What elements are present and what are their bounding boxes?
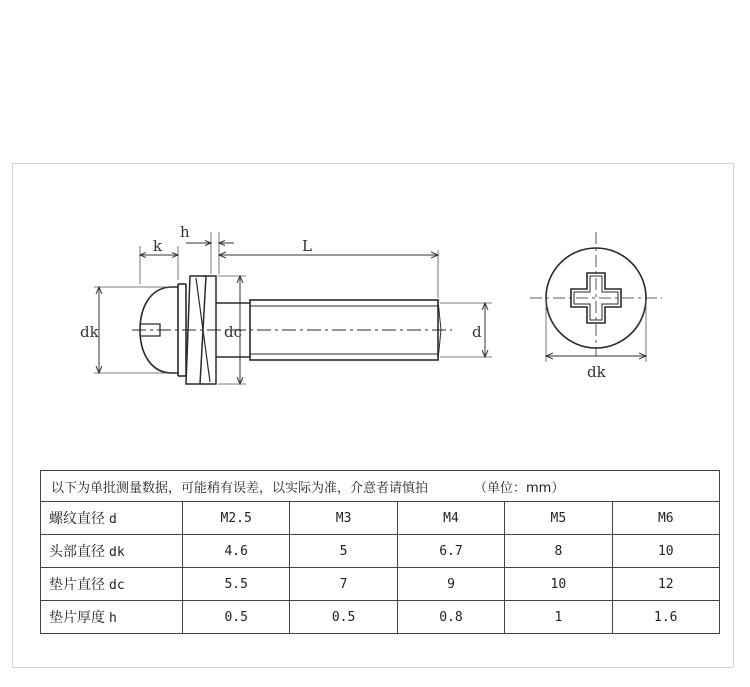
table-cell: M6: [612, 502, 719, 535]
table-cell: M2.5: [183, 502, 290, 535]
table-cell: M3: [290, 502, 397, 535]
label-k: k: [153, 237, 163, 255]
label-h: h: [180, 223, 190, 241]
row-label: [41, 502, 183, 535]
row-label-text: 垫片直径: [49, 577, 105, 593]
row-label-text: 垫片厚度: [49, 610, 105, 626]
row-label-text: 头部直径: [49, 544, 105, 560]
notice-row: [41, 471, 720, 502]
notice-text: 以下为单批测量数据，可能稍有误差，以实际为准，介意者请慎拍: [51, 480, 429, 496]
table-cell: 9: [397, 568, 504, 601]
label-L: L: [302, 237, 312, 255]
label-dc: dc: [224, 323, 243, 341]
table-cell: 4.6: [183, 535, 290, 568]
unit-text: （单位：mm）: [474, 480, 565, 496]
row-label: [41, 568, 183, 601]
table-cell: M4: [397, 502, 504, 535]
table-cell: 5.5: [183, 568, 290, 601]
table-cell: 0.5: [183, 601, 290, 634]
screw-top-view: [530, 232, 662, 362]
table-cell: 1.6: [612, 601, 719, 634]
row-symbol: h: [109, 611, 117, 626]
table-row: [41, 568, 720, 601]
label-dk: dk: [80, 323, 99, 341]
row-symbol: d: [109, 512, 117, 527]
table-cell: 10: [612, 535, 719, 568]
table-cell: 1: [505, 601, 612, 634]
table-cell: M5: [505, 502, 612, 535]
notice-cell: [41, 471, 720, 502]
row-label: [41, 601, 183, 634]
table-cell: 0.8: [397, 601, 504, 634]
row-symbol: dc: [109, 578, 125, 593]
spec-table: [40, 470, 720, 634]
table-cell: 0.5: [290, 601, 397, 634]
table-row: [41, 535, 720, 568]
label-d: d: [472, 323, 482, 341]
table-cell: 5: [290, 535, 397, 568]
row-label-text: 螺纹直径: [49, 511, 105, 527]
row-symbol: dk: [109, 545, 125, 560]
table-cell: 12: [612, 568, 719, 601]
table-cell: 6.7: [397, 535, 504, 568]
table-row: [41, 601, 720, 634]
table-row: [41, 502, 720, 535]
table-cell: 7: [290, 568, 397, 601]
table-cell: 8: [505, 535, 612, 568]
label-top-dk: dk: [587, 363, 606, 381]
table-cell: 10: [505, 568, 612, 601]
screw-side-view: [132, 276, 452, 384]
dimension-lines: [99, 243, 485, 384]
row-label: [41, 535, 183, 568]
